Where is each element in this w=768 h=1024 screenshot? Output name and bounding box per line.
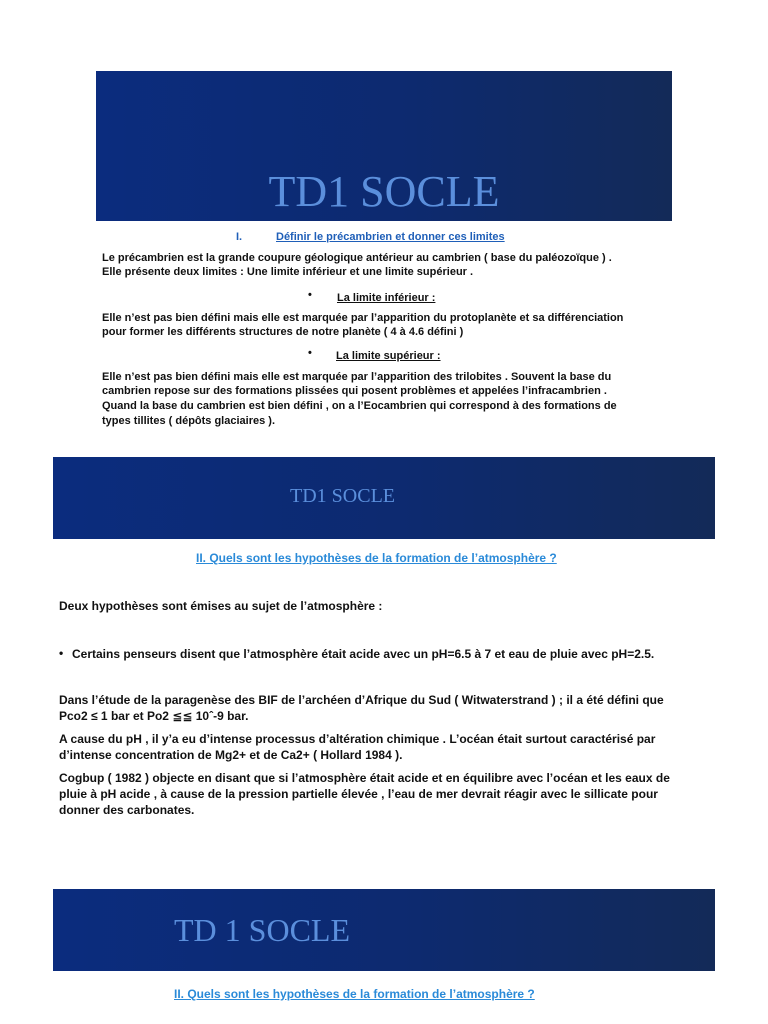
cogbup-line-1: Cogbup ( 1982 ) objecte en disant que si l’atmosphère était acide et en équilibre avec l’océan et les eaux de <box>59 771 670 785</box>
ph-line-1: A cause du pH , il y’a eu d’intense processus d’altération chimique . L’océan était surtout caractérisé par <box>59 732 656 746</box>
hypothesis-bullet: Certains penseurs disent que l’atmosphère était acide avec un pH=6.5 à 7 et eau de pluie avec pH=2.5. <box>72 647 655 661</box>
bullet-icon: • <box>308 347 312 359</box>
lower-limit-line-1: Elle n’est pas bien défini mais elle est marquée par l’apparition du protoplanète et sa différenciation <box>102 312 624 324</box>
upper-limit-line-2: cambrien repose sur des formations plissées qui posent problèmes et appelées l’infracambrien . <box>102 385 607 397</box>
bif-line-1: Dans l’étude de la paragenèse des BIF de l’archéen d’Afrique du Sud ( Witwaterstrand ) ; il a été défini que <box>59 693 664 707</box>
ph-line-2: d’intense concentration de Mg2+ et de Ca2+ ( Hollard 1984 ). <box>59 748 403 762</box>
slide-2-banner <box>53 457 715 539</box>
bullet-icon: • <box>308 289 312 301</box>
slide-3-title: TD 1 SOCLE <box>174 912 350 948</box>
cogbup-line-2: pluie à pH acide , à cause de la pression partielle élevée , l’eau de mer devrait réagir avec le sillicate pour <box>59 787 658 801</box>
upper-limit-line-1: Elle n’est pas bien défini mais elle est marquée par l’apparition des trilobites . Souvent la base du <box>102 371 612 383</box>
slide-1-title: TD1 SOCLE <box>268 167 500 216</box>
upper-limit-line-3: Quand la base du cambrien est bien défini , on a l’Eocambrien qui correspond à des formations de <box>102 400 617 412</box>
lower-limit-line-2: pour former les différents structures de notre planète ( 4 à 4.6 défini ) <box>102 326 464 338</box>
section-3-heading: II. Quels sont les hypothèses de la formation de l’atmosphère ? <box>174 987 535 1001</box>
slide-1-banner <box>96 71 672 221</box>
upper-limit-line-4: types tillites ( dépôts glaciaires ). <box>102 415 275 427</box>
hypotheses-intro: Deux hypothèses sont émises au sujet de l’atmosphère : <box>59 599 383 613</box>
section-1-heading: Définir le précambrien et donner ces limites <box>276 231 505 243</box>
bif-line-2: Pco2 ≤ 1 bar et Po2 ≦≦ 10ˆ-9 bar. <box>59 709 249 723</box>
slide-2-title: TD1 SOCLE <box>290 485 395 507</box>
section-2-heading: II. Quels sont les hypothèses de la formation de l’atmosphère ? <box>196 551 557 565</box>
bullet-icon: • <box>59 646 64 660</box>
section-1-number: I. <box>236 231 243 243</box>
intro-line-1: Le précambrien est la grande coupure géologique antérieur au cambrien ( base du paléozoïque ) . <box>102 252 612 264</box>
slide-3-banner <box>53 889 715 971</box>
lower-limit-heading: La limite inférieur : <box>337 292 436 304</box>
intro-line-2: Elle présente deux limites : Une limite inférieur et une limite supérieur . <box>102 266 474 278</box>
cogbup-line-3: donner des carbonates. <box>59 803 195 817</box>
upper-limit-heading: La limite supérieur : <box>336 350 441 362</box>
